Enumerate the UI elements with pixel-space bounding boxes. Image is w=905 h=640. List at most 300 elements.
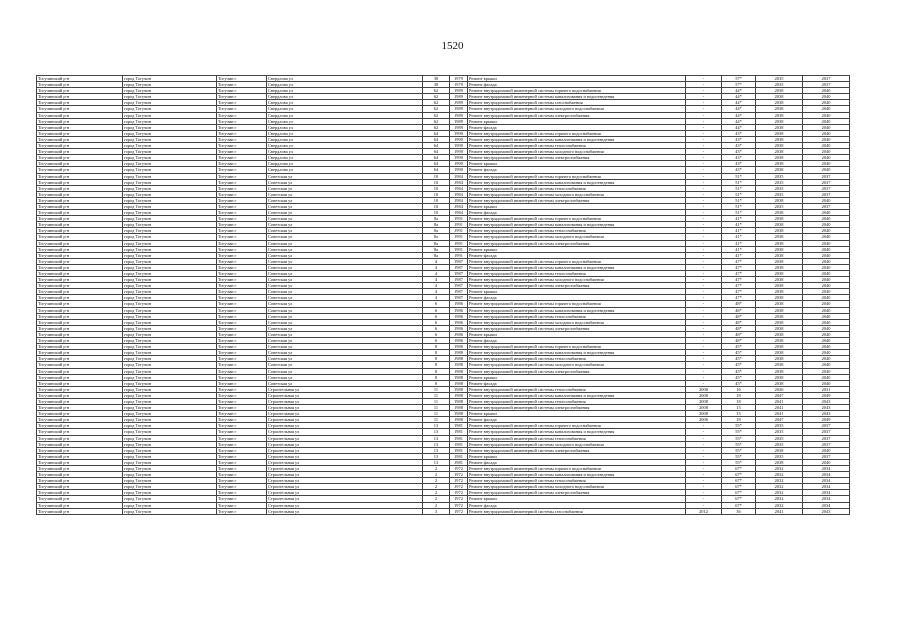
municipality-cell: город Тогучин xyxy=(123,161,217,167)
build-year-cell: 1979 xyxy=(450,82,468,88)
house-number-cell: 6 xyxy=(423,325,450,331)
street-cell: Советская ул xyxy=(267,240,423,246)
district-cell: Тогучинский р-н xyxy=(37,191,123,197)
street-cell: Советская ул xyxy=(267,271,423,277)
locality-cell: Тогучин г xyxy=(217,295,267,301)
wear-percent-cell: 44* xyxy=(722,118,756,124)
build-year-cell: 1989 xyxy=(450,124,468,130)
district-cell: Тогучинский р-н xyxy=(37,222,123,228)
house-number-cell: 8а xyxy=(423,252,450,258)
build-year-cell: 1972 xyxy=(450,472,468,478)
wear-percent-cell: 41* xyxy=(722,246,756,252)
build-year-cell: 1984 xyxy=(450,197,468,203)
district-cell: Тогучинский р-н xyxy=(37,76,123,82)
work-type-cell: Ремонт внутридомовой инженерной системы канализования и водоотведения xyxy=(468,136,686,142)
district-cell: Тогучинский р-н xyxy=(37,124,123,130)
locality-cell: Тогучин г xyxy=(217,76,267,82)
municipality-cell: город Тогучин xyxy=(123,319,217,325)
build-year-cell: 1990 xyxy=(450,161,468,167)
plan-end-year-cell: 2034 xyxy=(803,502,850,508)
wear-percent-cell: 67* xyxy=(722,490,756,496)
municipality-cell: город Тогучин xyxy=(123,88,217,94)
street-cell: Советская ул xyxy=(267,380,423,386)
wear-percent-cell: 47* xyxy=(722,295,756,301)
build-year-cell: 1972 xyxy=(450,478,468,484)
locality-cell: Тогучин г xyxy=(217,246,267,252)
street-cell: Строительная ул xyxy=(267,417,423,423)
plan-end-year-cell: 2040 xyxy=(803,161,850,167)
work-type-cell: Ремонт крыши xyxy=(468,161,686,167)
district-cell: Тогучинский р-н xyxy=(37,228,123,234)
house-number-cell: 4 xyxy=(423,295,450,301)
municipality-cell: город Тогучин xyxy=(123,246,217,252)
work-type-cell: Ремонт внутридомовой инженерной системы канализования и водоотведения xyxy=(468,179,686,185)
house-number-cell: 62 xyxy=(423,118,450,124)
plan-start-year-cell: 2038 xyxy=(756,106,803,112)
district-cell: Тогучинский р-н xyxy=(37,502,123,508)
work-type-cell: Ремонт внутридомовой инженерной системы холодного водоснабжения xyxy=(468,277,686,283)
district-cell: Тогучинский р-н xyxy=(37,429,123,435)
locality-cell: Тогучин г xyxy=(217,344,267,350)
build-year-cell: 1989 xyxy=(450,118,468,124)
street-cell: Советская ул xyxy=(267,295,423,301)
wear-percent-cell: 67* xyxy=(722,478,756,484)
last-repair-year-cell: - xyxy=(686,185,722,191)
last-repair-year-cell: 2012 xyxy=(686,508,722,514)
district-cell: Тогучинский р-н xyxy=(37,173,123,179)
wear-percent-cell: 15 xyxy=(722,405,756,411)
plan-end-year-cell: 2040 xyxy=(803,319,850,325)
locality-cell: Тогучин г xyxy=(217,191,267,197)
build-year-cell: 1986 xyxy=(450,338,468,344)
plan-end-year-cell: 2034 xyxy=(803,466,850,472)
district-cell: Тогучинский р-н xyxy=(37,441,123,447)
plan-end-year-cell: 2049 xyxy=(803,417,850,423)
table-body xyxy=(37,76,850,515)
build-year-cell: 1988 xyxy=(450,344,468,350)
last-repair-year-cell: - xyxy=(686,82,722,88)
plan-start-year-cell: 2038 xyxy=(756,380,803,386)
work-type-cell: Ремонт внутридомовой инженерной системы электроснабжения xyxy=(468,197,686,203)
last-repair-year-cell: - xyxy=(686,228,722,234)
municipality-cell: город Тогучин xyxy=(123,216,217,222)
locality-cell: Тогучин г xyxy=(217,94,267,100)
house-number-cell: 11 xyxy=(423,411,450,417)
plan-end-year-cell: 2040 xyxy=(803,283,850,289)
plan-start-year-cell: 2038 xyxy=(756,356,803,362)
municipality-cell: город Тогучин xyxy=(123,496,217,502)
wear-percent-cell: 45* xyxy=(722,356,756,362)
street-cell: Строительная ул xyxy=(267,490,423,496)
last-repair-year-cell: - xyxy=(686,271,722,277)
plan-start-year-cell: 2038 xyxy=(756,197,803,203)
municipality-cell: город Тогучин xyxy=(123,435,217,441)
district-cell: Тогучинский р-н xyxy=(37,197,123,203)
last-repair-year-cell: - xyxy=(686,356,722,362)
build-year-cell: 1986 xyxy=(450,307,468,313)
district-cell: Тогучинский р-н xyxy=(37,88,123,94)
build-year-cell: 1981 xyxy=(450,423,468,429)
build-year-cell: 1988 xyxy=(450,405,468,411)
build-year-cell: 1984 xyxy=(450,191,468,197)
street-cell: Свердлова ул xyxy=(267,118,423,124)
wear-percent-cell: 51* xyxy=(722,203,756,209)
locality-cell: Тогучин г xyxy=(217,350,267,356)
work-type-cell: Ремонт внутридомовой инженерной системы электроснабжения xyxy=(468,447,686,453)
build-year-cell: 1986 xyxy=(450,301,468,307)
locality-cell: Тогучин г xyxy=(217,453,267,459)
build-year-cell: 1989 xyxy=(450,106,468,112)
last-repair-year-cell: - xyxy=(686,246,722,252)
last-repair-year-cell: - xyxy=(686,136,722,142)
plan-start-year-cell: 2038 xyxy=(756,222,803,228)
plan-start-year-cell: 2038 xyxy=(756,338,803,344)
wear-percent-cell: 67* xyxy=(722,496,756,502)
last-repair-year-cell: - xyxy=(686,362,722,368)
municipality-cell: город Тогучин xyxy=(123,508,217,514)
plan-end-year-cell: 2040 xyxy=(803,313,850,319)
work-type-cell: Ремонт внутридомовой инженерной системы холодного водоснабжения xyxy=(468,234,686,240)
build-year-cell: 1986 xyxy=(450,319,468,325)
municipality-cell: город Тогучин xyxy=(123,100,217,106)
plan-start-year-cell: 2038 xyxy=(756,143,803,149)
municipality-cell: город Тогучин xyxy=(123,124,217,130)
wear-percent-cell: 18 xyxy=(722,417,756,423)
district-cell: Тогучинский р-н xyxy=(37,167,123,173)
work-type-cell: Ремонт внутридомовой инженерной системы электроснабжения xyxy=(468,155,686,161)
plan-start-year-cell: 2032 xyxy=(756,478,803,484)
house-number-cell: 64 xyxy=(423,161,450,167)
municipality-cell: город Тогучин xyxy=(123,350,217,356)
wear-percent-cell: 43* xyxy=(722,136,756,142)
plan-end-year-cell: 2040 xyxy=(803,301,850,307)
plan-start-year-cell: 2038 xyxy=(756,124,803,130)
plan-start-year-cell: 2038 xyxy=(756,344,803,350)
last-repair-year-cell: - xyxy=(686,441,722,447)
wear-percent-cell: 47* xyxy=(722,271,756,277)
last-repair-year-cell: - xyxy=(686,222,722,228)
wear-percent-cell: 45* xyxy=(722,362,756,368)
build-year-cell: 1991 xyxy=(450,228,468,234)
plan-end-year-cell: 2040 xyxy=(803,88,850,94)
district-cell: Тогучинский р-н xyxy=(37,289,123,295)
plan-end-year-cell: 2049 xyxy=(803,392,850,398)
house-number-cell: 10 xyxy=(423,191,450,197)
plan-end-year-cell: 2040 xyxy=(803,331,850,337)
locality-cell: Тогучин г xyxy=(217,143,267,149)
last-repair-year-cell: - xyxy=(686,380,722,386)
municipality-cell: город Тогучин xyxy=(123,295,217,301)
plan-end-year-cell: 2037 xyxy=(803,185,850,191)
district-cell: Тогучинский р-н xyxy=(37,301,123,307)
street-cell: Советская ул xyxy=(267,313,423,319)
plan-end-year-cell: 2040 xyxy=(803,100,850,106)
street-cell: Строительная ул xyxy=(267,466,423,472)
plan-start-year-cell: 2035 xyxy=(756,435,803,441)
locality-cell: Тогучин г xyxy=(217,130,267,136)
house-number-cell: 13 xyxy=(423,423,450,429)
plan-start-year-cell: 2038 xyxy=(756,277,803,283)
municipality-cell: город Тогучин xyxy=(123,490,217,496)
plan-start-year-cell: 2038 xyxy=(756,155,803,161)
house-number-cell: 2 xyxy=(423,466,450,472)
house-number-cell: 8а xyxy=(423,246,450,252)
wear-percent-cell: 41* xyxy=(722,222,756,228)
plan-end-year-cell: 2034 xyxy=(803,484,850,490)
district-cell: Тогучинский р-н xyxy=(37,313,123,319)
wear-percent-cell: 51* xyxy=(722,179,756,185)
locality-cell: Тогучин г xyxy=(217,252,267,258)
work-type-cell: Ремонт внутридомовой инженерной системы горячего водоснабжения xyxy=(468,216,686,222)
wear-percent-cell: 43* xyxy=(722,149,756,155)
street-cell: Советская ул xyxy=(267,203,423,209)
build-year-cell: 1986 xyxy=(450,325,468,331)
district-cell: Тогучинский р-н xyxy=(37,94,123,100)
locality-cell: Тогучин г xyxy=(217,411,267,417)
plan-start-year-cell: 2041 xyxy=(756,508,803,514)
build-year-cell: 1986 xyxy=(450,331,468,337)
house-number-cell: 13 xyxy=(423,435,450,441)
build-year-cell: 1991 xyxy=(450,234,468,240)
work-type-cell: Ремонт фасада xyxy=(468,459,686,465)
street-cell: Свердлова ул xyxy=(267,112,423,118)
wear-percent-cell: 55* xyxy=(722,441,756,447)
wear-percent-cell: 44* xyxy=(722,94,756,100)
house-number-cell: 8а xyxy=(423,216,450,222)
plan-end-year-cell: 2037 xyxy=(803,435,850,441)
plan-start-year-cell: 2038 xyxy=(756,350,803,356)
locality-cell: Тогучин г xyxy=(217,429,267,435)
plan-start-year-cell: 2038 xyxy=(756,136,803,142)
plan-end-year-cell: 2040 xyxy=(803,130,850,136)
plan-end-year-cell: 2037 xyxy=(803,179,850,185)
repair-schedule-table xyxy=(36,75,850,515)
wear-percent-cell: 47* xyxy=(722,283,756,289)
plan-end-year-cell: 2037 xyxy=(803,453,850,459)
locality-cell: Тогучин г xyxy=(217,82,267,88)
street-cell: Советская ул xyxy=(267,350,423,356)
wear-percent-cell: 48* xyxy=(722,319,756,325)
locality-cell: Тогучин г xyxy=(217,271,267,277)
locality-cell: Тогучин г xyxy=(217,100,267,106)
street-cell: Свердлова ул xyxy=(267,167,423,173)
wear-percent-cell: 41* xyxy=(722,252,756,258)
street-cell: Строительная ул xyxy=(267,398,423,404)
work-type-cell: Ремонт внутридомовой инженерной системы электроснабжения xyxy=(468,283,686,289)
district-cell: Тогучинский р-н xyxy=(37,82,123,88)
street-cell: Строительная ул xyxy=(267,405,423,411)
build-year-cell: 1981 xyxy=(450,447,468,453)
municipality-cell: город Тогучин xyxy=(123,185,217,191)
work-type-cell: Ремонт внутридомовой инженерной системы горячего водоснабжения xyxy=(468,423,686,429)
plan-start-year-cell: 2041 xyxy=(756,398,803,404)
work-type-cell: Ремонт внутридомовой инженерной системы холодного водоснабжения xyxy=(468,191,686,197)
wear-percent-cell: 55* xyxy=(722,453,756,459)
work-type-cell: Ремонт внутридомовой инженерной системы канализования и водоотведения xyxy=(468,264,686,270)
build-year-cell: 1984 xyxy=(450,203,468,209)
locality-cell: Тогучин г xyxy=(217,398,267,404)
wear-percent-cell: 41* xyxy=(722,228,756,234)
district-cell: Тогучинский р-н xyxy=(37,319,123,325)
work-type-cell: Ремонт внутридомовой инженерной системы горячего водоснабжения xyxy=(468,173,686,179)
plan-start-year-cell: 2038 xyxy=(756,210,803,216)
municipality-cell: город Тогучин xyxy=(123,210,217,216)
wear-percent-cell: 45* xyxy=(722,344,756,350)
street-cell: Строительная ул xyxy=(267,502,423,508)
build-year-cell: 1989 xyxy=(450,94,468,100)
plan-end-year-cell: 2037 xyxy=(803,423,850,429)
municipality-cell: город Тогучин xyxy=(123,143,217,149)
plan-end-year-cell: 2040 xyxy=(803,94,850,100)
last-repair-year-cell: - xyxy=(686,325,722,331)
wear-percent-cell: 67* xyxy=(722,484,756,490)
last-repair-year-cell: 2008 xyxy=(686,411,722,417)
municipality-cell: город Тогучин xyxy=(123,240,217,246)
plan-start-year-cell: 2038 xyxy=(756,368,803,374)
table-row xyxy=(37,508,850,514)
locality-cell: Тогучин г xyxy=(217,283,267,289)
street-cell: Строительная ул xyxy=(267,447,423,453)
street-cell: Свердлова ул xyxy=(267,82,423,88)
last-repair-year-cell: 2008 xyxy=(686,398,722,404)
plan-end-year-cell: 2040 xyxy=(803,234,850,240)
plan-start-year-cell: 2041 xyxy=(756,411,803,417)
last-repair-year-cell: - xyxy=(686,374,722,380)
house-number-cell: 8 xyxy=(423,356,450,362)
district-cell: Тогучинский р-н xyxy=(37,216,123,222)
municipality-cell: город Тогучин xyxy=(123,338,217,344)
district-cell: Тогучинский р-н xyxy=(37,392,123,398)
house-number-cell: 13 xyxy=(423,447,450,453)
work-type-cell: Ремонт крыши xyxy=(468,331,686,337)
last-repair-year-cell: - xyxy=(686,319,722,325)
plan-start-year-cell: 2041 xyxy=(756,405,803,411)
wear-percent-cell: 67* xyxy=(722,502,756,508)
municipality-cell: город Тогучин xyxy=(123,405,217,411)
wear-percent-cell: 55* xyxy=(722,459,756,465)
build-year-cell: 1988 xyxy=(450,398,468,404)
municipality-cell: город Тогучин xyxy=(123,203,217,209)
street-cell: Советская ул xyxy=(267,234,423,240)
last-repair-year-cell: - xyxy=(686,283,722,289)
municipality-cell: город Тогучин xyxy=(123,331,217,337)
plan-start-year-cell: 2032 xyxy=(756,466,803,472)
wear-percent-cell: 18 xyxy=(722,398,756,404)
work-type-cell: Ремонт внутридомовой инженерной системы теплоснабжения xyxy=(468,478,686,484)
plan-end-year-cell: 2040 xyxy=(803,143,850,149)
plan-end-year-cell: 2037 xyxy=(803,203,850,209)
municipality-cell: город Тогучин xyxy=(123,149,217,155)
street-cell: Советская ул xyxy=(267,338,423,344)
work-type-cell: Ремонт внутридомовой инженерной системы электроснабжения xyxy=(468,325,686,331)
district-cell: Тогучинский р-н xyxy=(37,478,123,484)
wear-percent-cell: 45* xyxy=(722,350,756,356)
district-cell: Тогучинский р-н xyxy=(37,496,123,502)
district-cell: Тогучинский р-н xyxy=(37,283,123,289)
last-repair-year-cell: - xyxy=(686,459,722,465)
build-year-cell: 1972 xyxy=(450,496,468,502)
district-cell: Тогучинский р-н xyxy=(37,356,123,362)
plan-end-year-cell: 2040 xyxy=(803,167,850,173)
locality-cell: Тогучин г xyxy=(217,368,267,374)
plan-start-year-cell: 2035 xyxy=(756,76,803,82)
street-cell: Советская ул xyxy=(267,277,423,283)
plan-end-year-cell: 2037 xyxy=(803,173,850,179)
district-cell: Тогучинский р-н xyxy=(37,447,123,453)
street-cell: Советская ул xyxy=(267,185,423,191)
house-number-cell: 10 xyxy=(423,197,450,203)
last-repair-year-cell: - xyxy=(686,307,722,313)
last-repair-year-cell: - xyxy=(686,130,722,136)
build-year-cell: 1988 xyxy=(450,374,468,380)
work-type-cell: Ремонт внутридомовой инженерной системы горячего водоснабжения xyxy=(468,344,686,350)
work-type-cell: Ремонт внутридомовой инженерной системы канализования и водоотведения xyxy=(468,429,686,435)
house-number-cell: 10 xyxy=(423,185,450,191)
locality-cell: Тогучин г xyxy=(217,386,267,392)
district-cell: Тогучинский р-н xyxy=(37,264,123,270)
district-cell: Тогучинский р-н xyxy=(37,210,123,216)
locality-cell: Тогучин г xyxy=(217,447,267,453)
build-year-cell: 1972 xyxy=(450,490,468,496)
build-year-cell: 1986 xyxy=(450,313,468,319)
build-year-cell: 1972 xyxy=(450,484,468,490)
house-number-cell: 38 xyxy=(423,82,450,88)
build-year-cell: 1988 xyxy=(450,386,468,392)
plan-end-year-cell: 2031 xyxy=(803,386,850,392)
district-cell: Тогучинский р-н xyxy=(37,149,123,155)
plan-start-year-cell: 2038 xyxy=(756,258,803,264)
work-type-cell: Ремонт внутридомовой инженерной системы теплоснабжения xyxy=(468,356,686,362)
work-type-cell: Ремонт внутридомовой инженерной системы канализования и водоотведения xyxy=(468,307,686,313)
work-type-cell: Ремонт фасада xyxy=(468,252,686,258)
last-repair-year-cell: - xyxy=(686,447,722,453)
district-cell: Тогучинский р-н xyxy=(37,508,123,514)
municipality-cell: город Тогучин xyxy=(123,234,217,240)
house-number-cell: 6 xyxy=(423,319,450,325)
build-year-cell: 1972 xyxy=(450,466,468,472)
plan-end-year-cell: 2040 xyxy=(803,447,850,453)
district-cell: Тогучинский р-н xyxy=(37,325,123,331)
district-cell: Тогучинский р-н xyxy=(37,179,123,185)
house-number-cell: 6 xyxy=(423,331,450,337)
work-type-cell: Ремонт внутридомовой инженерной системы теплоснабжения xyxy=(468,398,686,404)
municipality-cell: город Тогучин xyxy=(123,447,217,453)
build-year-cell: 1987 xyxy=(450,283,468,289)
municipality-cell: город Тогучин xyxy=(123,441,217,447)
plan-start-year-cell: 2035 xyxy=(756,191,803,197)
street-cell: Советская ул xyxy=(267,374,423,380)
plan-start-year-cell: 2038 xyxy=(756,234,803,240)
municipality-cell: город Тогучин xyxy=(123,130,217,136)
locality-cell: Тогучин г xyxy=(217,301,267,307)
locality-cell: Тогучин г xyxy=(217,435,267,441)
last-repair-year-cell: - xyxy=(686,100,722,106)
house-number-cell: 11 xyxy=(423,405,450,411)
municipality-cell: город Тогучин xyxy=(123,112,217,118)
plan-start-year-cell: 2035 xyxy=(756,173,803,179)
locality-cell: Тогучин г xyxy=(217,484,267,490)
district-cell: Тогучинский р-н xyxy=(37,362,123,368)
district-cell: Тогучинский р-н xyxy=(37,386,123,392)
last-repair-year-cell: - xyxy=(686,502,722,508)
plan-end-year-cell: 2040 xyxy=(803,136,850,142)
plan-end-year-cell: 2040 xyxy=(803,271,850,277)
municipality-cell: город Тогучин xyxy=(123,94,217,100)
district-cell: Тогучинский р-н xyxy=(37,380,123,386)
house-number-cell: 11 xyxy=(423,392,450,398)
plan-start-year-cell: 2035 xyxy=(756,179,803,185)
street-cell: Строительная ул xyxy=(267,435,423,441)
